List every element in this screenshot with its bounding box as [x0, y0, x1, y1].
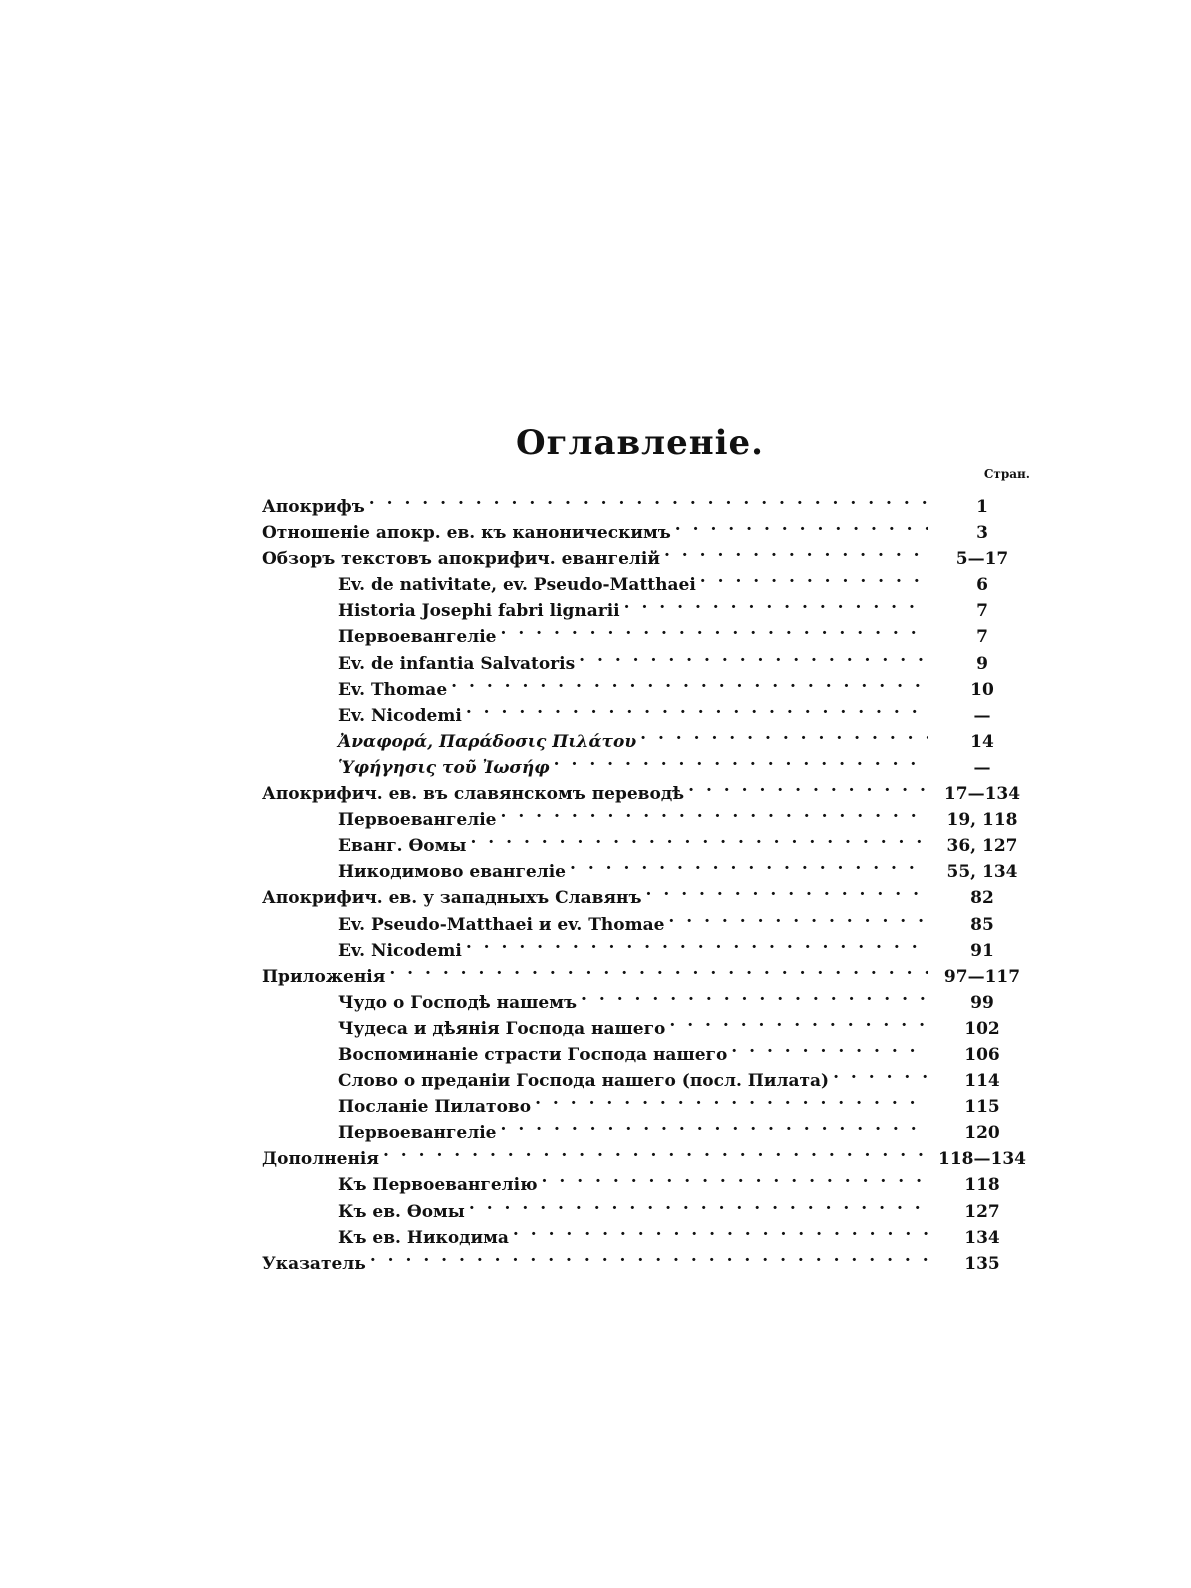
toc-entry-page: 97—117	[943, 966, 1021, 987]
toc-entry-page: 7	[976, 627, 988, 648]
toc-entry-page: 1	[976, 497, 988, 517]
toc-list	[262, 486, 1032, 1274]
dot-leader	[501, 616, 929, 642]
toc-entry-page: 17—134	[943, 784, 1021, 805]
dot-leader	[451, 669, 928, 695]
toc-entry-page: 91	[970, 940, 994, 961]
toc-entry-page: 106	[964, 1044, 1000, 1065]
dot-leader	[664, 538, 928, 564]
toc-entry-title: Дополненія	[262, 1149, 379, 1170]
dot-leader	[688, 773, 928, 799]
dot-leader	[640, 721, 928, 747]
toc-entry-page: 118—134	[938, 1149, 1026, 1170]
toc-entry-page: 55, 134	[946, 862, 1018, 883]
toc-entry-page: 3	[976, 523, 988, 544]
toc-entry-page: 114	[964, 1071, 1000, 1092]
dot-leader	[389, 956, 928, 982]
toc-entry-title: Чудеса и дѣянія Господа нашего	[338, 1018, 666, 1039]
toc-entry-title: Ev. Thomae	[338, 679, 448, 700]
toc-entry-page: —	[973, 757, 991, 778]
toc-entry-title: Слово о преданіи Господа нашего (посл. Пилата)	[338, 1071, 830, 1092]
toc-entry-page: 5—17	[955, 549, 1009, 570]
dot-leader	[469, 1191, 928, 1217]
toc-entry-title: Ev. Pseudo-Matthaei и ev. Thomae	[338, 914, 665, 935]
toc-entry-page: 9	[976, 653, 988, 674]
toc-entry-page: 99	[970, 992, 994, 1013]
dot-leader	[470, 825, 928, 851]
toc-entry-page: —	[973, 705, 991, 726]
dot-leader	[570, 851, 928, 877]
toc-entry-title: Апокрифич. ев. въ славянскомъ переводѣ	[262, 784, 685, 805]
dot-leader	[669, 1008, 928, 1034]
dot-leader	[833, 1060, 928, 1086]
page-title: Оглавленіе.	[516, 422, 764, 463]
toc-entry-title: Ev. de infantia Salvatoris	[338, 653, 576, 674]
table-of-contents	[262, 462, 1032, 1274]
toc-entry-page: 102	[964, 1018, 1000, 1039]
toc-entry	[262, 486, 1032, 517]
toc-entry-page: 118	[964, 1175, 1000, 1196]
toc-entry-title: Чудо о Господѣ нашемъ	[338, 992, 578, 1013]
toc-entry-page: 36, 127	[946, 836, 1018, 857]
toc-entry-title: Апокрифъ	[262, 497, 365, 517]
toc-entry-title: Къ ев. Ѳомы	[338, 1201, 465, 1222]
dot-leader	[579, 643, 928, 669]
toc-entry-title: Ev. Nicodemi	[338, 940, 462, 961]
dot-leader	[466, 930, 928, 956]
pages-column-header: Стран.	[983, 467, 1030, 481]
toc-entry-page: 135	[964, 1253, 1000, 1274]
toc-entry-page: 14	[970, 731, 994, 752]
toc-entry-title: Воспоминаніе страсти Господа нашего	[338, 1044, 728, 1065]
toc-entry-title: Апокрифич. ев. у западныхъ Славянъ	[262, 888, 642, 909]
dot-leader	[731, 1034, 928, 1060]
toc-entry-title: Ἀναφορά, Παράδοσις Πιλάτου	[338, 731, 637, 752]
toc-entry-title: Ὑφήγησις τοῦ Ἰωσήφ	[338, 757, 550, 778]
toc-entry-page: 120	[964, 1123, 1000, 1144]
toc-entry-title: Historia Josephi fabri lignarii	[338, 601, 620, 622]
dot-leader	[501, 1112, 929, 1138]
dot-leader	[370, 1243, 928, 1269]
toc-entry-page: 6	[976, 575, 988, 596]
dot-leader	[700, 564, 928, 590]
dot-leader	[466, 695, 928, 721]
dot-leader	[624, 590, 928, 616]
toc-entry-page: 85	[970, 914, 994, 935]
toc-entry-page: 82	[970, 888, 994, 909]
dot-leader	[675, 512, 928, 538]
toc-entry-page: 10	[970, 679, 994, 700]
dot-leader	[369, 486, 928, 512]
toc-entry	[262, 512, 1032, 544]
dot-leader	[668, 904, 928, 930]
toc-entry-title: Ev. Nicodemi	[338, 705, 462, 726]
toc-entry-page: 134	[964, 1227, 1000, 1248]
toc-entry-title: Первоевангеліе	[338, 1123, 497, 1144]
toc-entry-title: Указатель	[262, 1253, 366, 1274]
toc-entry-title: Къ ев. Никодима	[338, 1227, 509, 1248]
toc-entry-page: 127	[964, 1201, 1000, 1222]
dot-leader	[383, 1138, 928, 1164]
dot-leader	[535, 1086, 928, 1112]
toc-entry-page: 7	[976, 601, 988, 622]
toc-entry	[262, 1243, 1032, 1274]
toc-entry-page: 19, 118	[946, 810, 1018, 831]
toc-entry-title: Приложенія	[262, 966, 386, 987]
dot-leader	[581, 982, 928, 1008]
toc-entry-page: 115	[964, 1097, 1000, 1118]
toc-entry-title: Отношеніе апокр. ев. къ каноническимъ	[262, 523, 671, 544]
toc-entry-title: Посланіе Пилатово	[338, 1097, 532, 1118]
dot-leader	[554, 747, 928, 773]
dot-leader	[542, 1164, 928, 1190]
toc-entry-title: Къ Первоевангелію	[338, 1175, 538, 1196]
dot-leader	[513, 1217, 928, 1243]
toc-entry-title: Еванг. Ѳомы	[338, 836, 467, 857]
toc-entry-title: Никодимово евангеліе	[338, 862, 566, 883]
dot-leader	[501, 799, 929, 825]
toc-entry-title: Ev. de nativitate, ev. Pseudo-Matthaei	[338, 575, 696, 596]
toc-entry-title: Первоевангеліе	[338, 627, 497, 648]
toc-entry-title: Обзоръ текстовъ апокрифич. евангелій	[262, 549, 660, 570]
dot-leader	[646, 877, 928, 903]
toc-entry-title: Первоевангеліе	[338, 810, 497, 831]
